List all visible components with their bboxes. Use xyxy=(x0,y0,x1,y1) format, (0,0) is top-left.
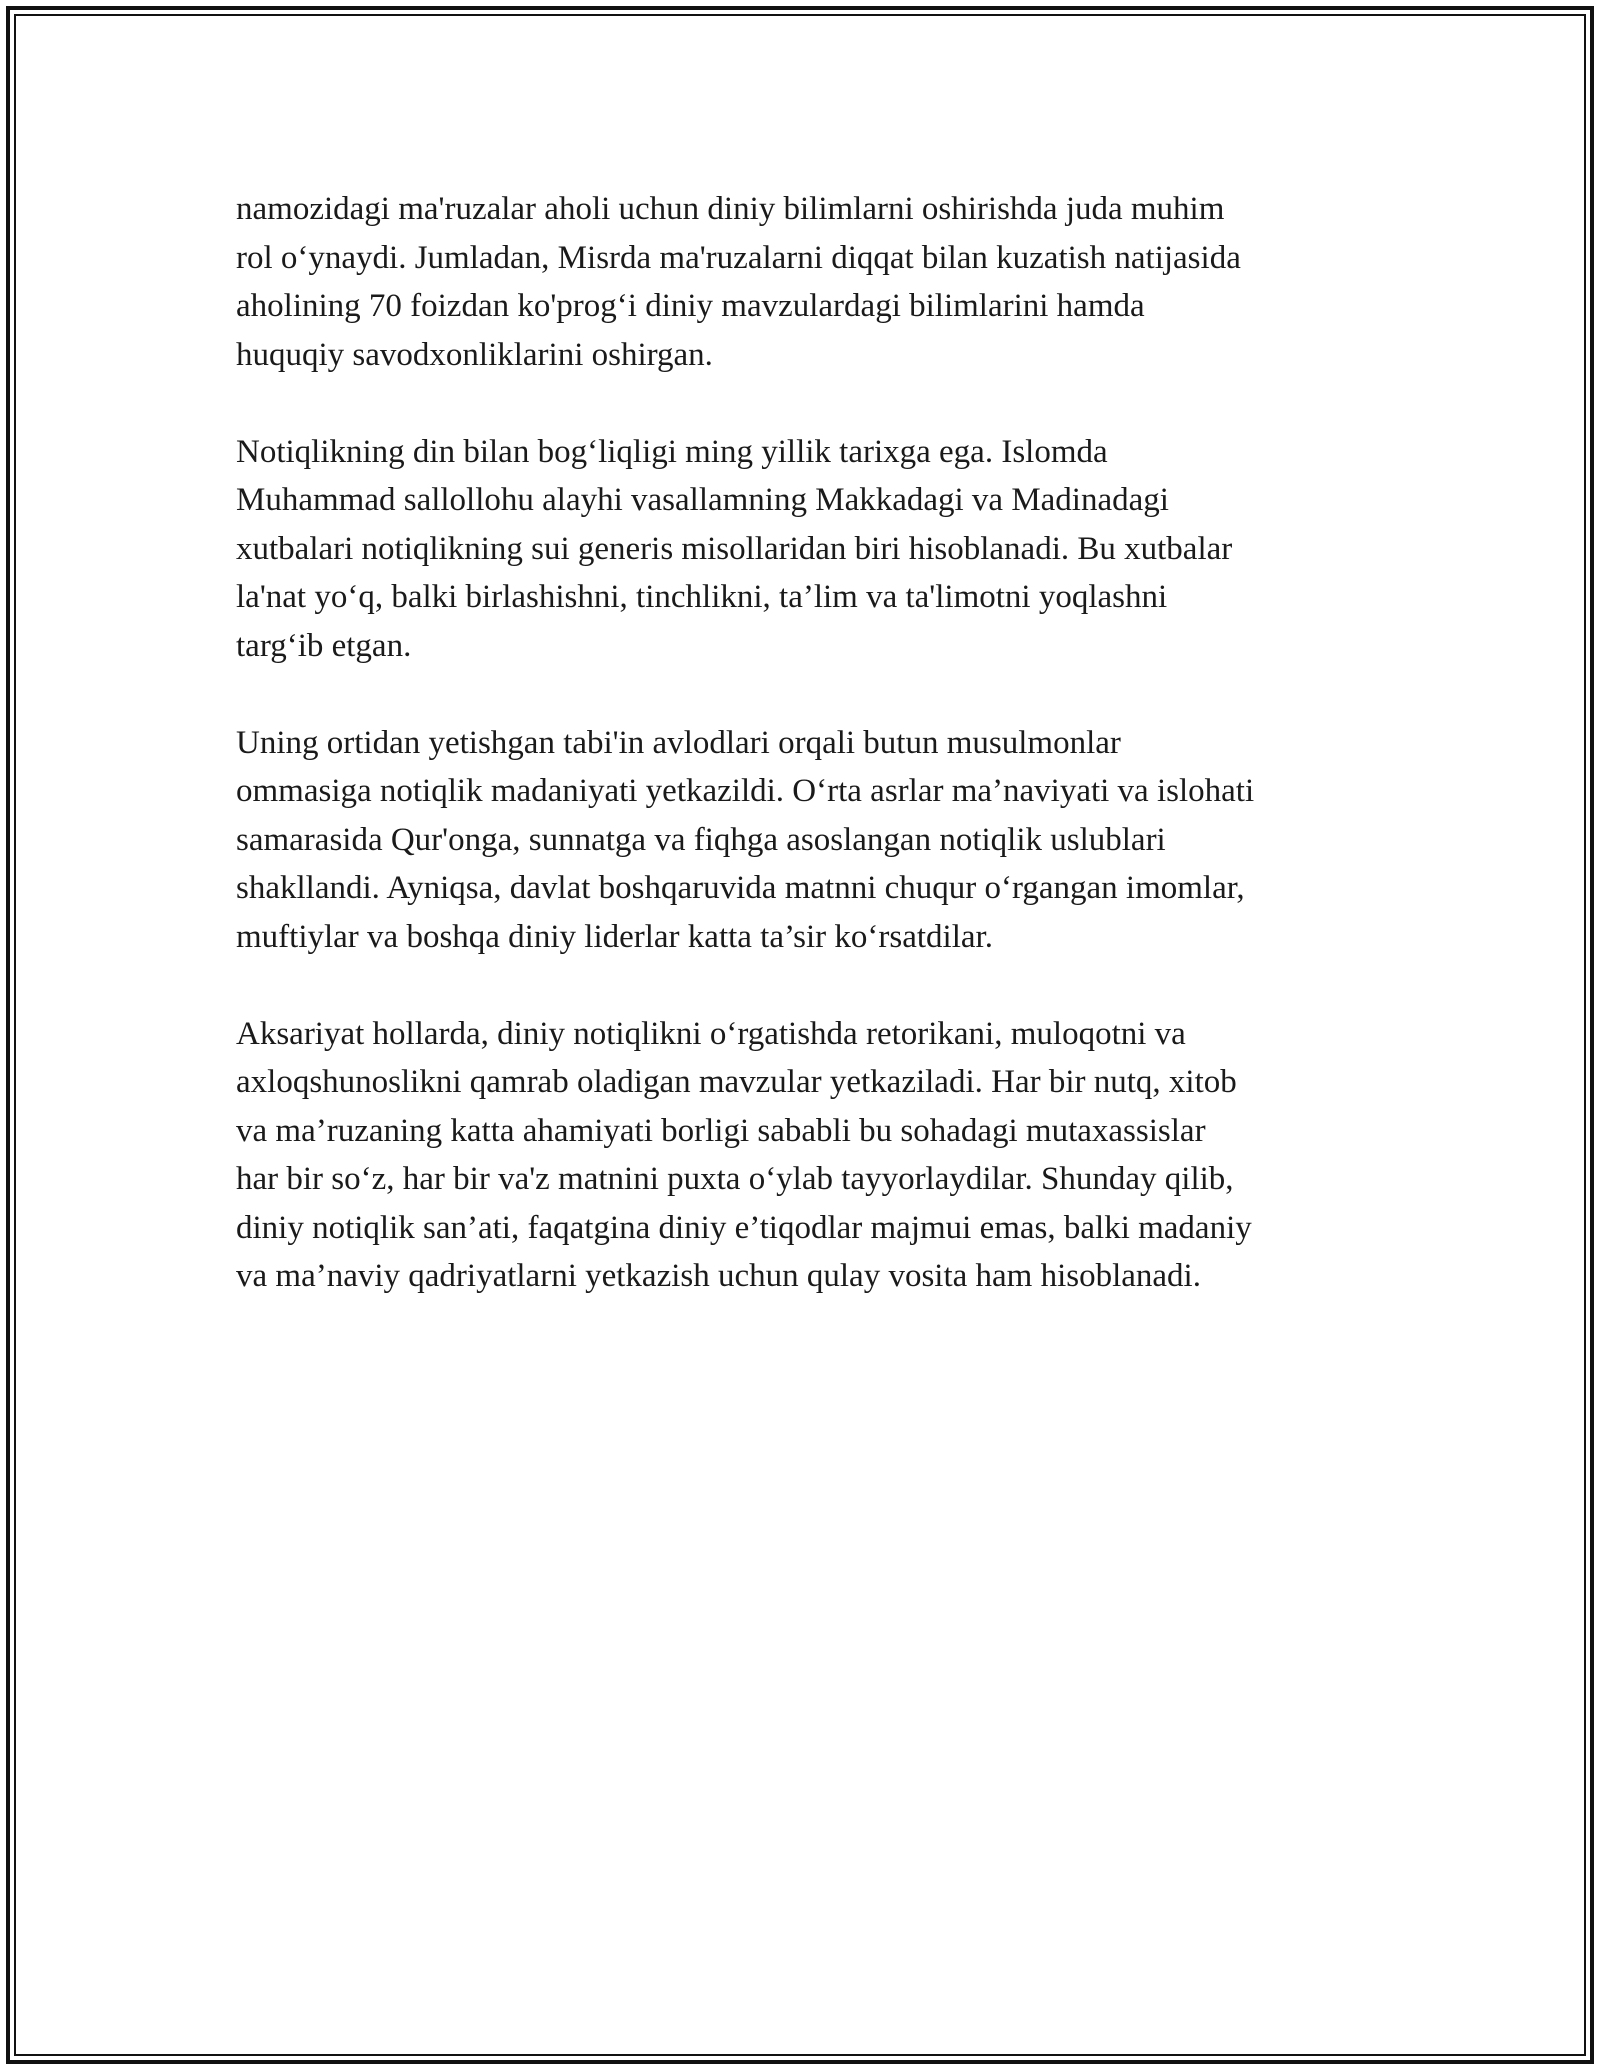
paragraph-2 xyxy=(236,428,1376,671)
text-line: shakllandi. Ayniqsa, davlat boshqaruvida matnni chuqur o‘rgangan imomlar, xyxy=(236,870,1245,906)
document-body xyxy=(236,185,1376,1349)
text-line: samarasida Qur'onga, sunnatga va fiqhga asoslangan notiqlik uslublari xyxy=(236,821,1166,858)
text-line: Muhammad sallollohu alayhi vasallamning Makkadagi va Madinadagi xyxy=(236,482,1169,518)
paragraph-4 xyxy=(236,1010,1376,1301)
text-line: muftiylar va boshqa diniy liderlar katta ta’sir ko‘rsatdilar. xyxy=(236,918,993,955)
paragraph-1 xyxy=(236,185,1376,379)
paragraph-3 xyxy=(236,719,1376,962)
text-line: huquqiy savodxonliklarini oshirgan. xyxy=(236,336,713,373)
text-line: va ma’ruzaning katta ahamiyati borligi sababli bu sohadagi mutaxassislar xyxy=(236,1112,1206,1149)
text-line: diniy notiqlik san’ati, faqatgina diniy e’tiqodlar majmui emas, balki madaniy xyxy=(236,1209,1252,1246)
text-line: rol o‘ynaydi. Jumladan, Misrda ma'ruzalarni diqqat bilan kuzatish natijasida xyxy=(236,239,1241,276)
text-line: namozidagi ma'ruzalar aholi uchun diniy bilimlarni oshirishda juda muhim xyxy=(236,191,1225,227)
text-line: targ‘ib etgan. xyxy=(236,627,412,664)
text-line: har bir so‘z, har bir va'z matnini puxta o‘ylab tayyorlaydilar. Shunday qilib, xyxy=(236,1161,1234,1197)
text-line: va ma’naviy qadriyatlarni yetkazish uchun qulay vosita ham hisoblanadi. xyxy=(236,1258,1201,1294)
text-line: Uning ortidan yetishgan tabi'in avlodlari orqali butun musulmonlar xyxy=(236,724,1121,761)
text-line: Aksariyat hollarda, diniy notiqlikni o‘rgatishda retorikani, muloqotni va xyxy=(236,1015,1186,1052)
text-line: aholining 70 foizdan ko'prog‘i diniy mavzulardagi bilimlarini hamda xyxy=(236,288,1145,324)
text-line: xutbalari notiqlikning sui generis misollaridan biri hisoblanadi. Bu xutbalar xyxy=(236,530,1233,567)
text-line: axloqshunoslikni qamrab oladigan mavzular yetkaziladi. Har bir nutq, xitob xyxy=(236,1064,1237,1100)
text-line: ommasiga notiqlik madaniyati yetkazildi. O‘rta asrlar ma’naviyati va islohati xyxy=(236,773,1255,809)
text-line: la'nat yo‘q, balki birlashishni, tinchlikni, ta’lim va ta'limotni yoqlashni xyxy=(236,579,1168,615)
text-line: Notiqlikning din bilan bog‘liqligi ming yillik tarixga ega. Islomda xyxy=(236,433,1108,470)
